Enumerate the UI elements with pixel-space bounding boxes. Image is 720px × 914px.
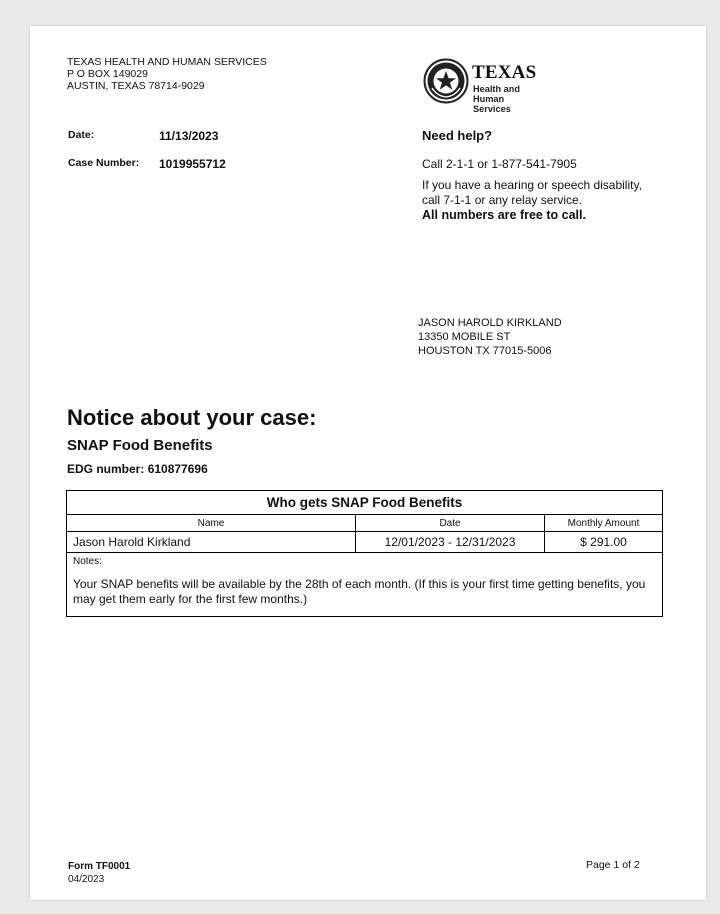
sender-address: [67, 56, 267, 92]
form-id: Form TF0001: [68, 861, 131, 872]
page-number: Page 1 of 2: [586, 859, 640, 871]
logo-subtitle: [473, 84, 553, 114]
recipient-address: [418, 316, 562, 358]
date-value: 11/13/2023: [159, 129, 219, 143]
logo-line: Health and Human: [473, 84, 520, 104]
column-header-name: Name: [67, 515, 356, 532]
help-phone: Call 2-1-1 or 1-877-541-7905: [422, 157, 577, 171]
edg-value: 610877696: [147, 462, 208, 476]
notes-label: Notes:: [73, 556, 102, 567]
logo-line: Services: [473, 104, 511, 114]
notes-text: Your SNAP benefits will be available by the 28th of each month. (If this is your first time getting benefits, you may get them early for the first few months.): [73, 577, 646, 606]
recipient-street: 13350 MOBILE ST: [418, 331, 511, 343]
help-free-note: All numbers are free to call.: [422, 208, 586, 222]
case-number-value: 1019955712: [159, 157, 226, 171]
recipient-name: JASON HAROLD KIRKLAND: [418, 317, 562, 329]
help-disability-line: If you have a hearing or speech disability,: [422, 178, 642, 192]
column-header-date: Date: [356, 515, 545, 532]
document-page: [30, 26, 706, 900]
cell-name: Jason Harold Kirkland: [67, 532, 356, 553]
sender-line: P O BOX 149029: [67, 68, 148, 80]
texas-seal-icon: [423, 58, 469, 104]
help-disability-line: call 7-1-1 or any relay service.: [422, 193, 583, 207]
form-date: 04/2023: [68, 874, 105, 885]
table-row: [67, 532, 663, 553]
logo-title: TEXAS: [472, 62, 537, 83]
benefits-table: [66, 490, 663, 617]
sender-line: AUSTIN, TEXAS 78714-9029: [67, 80, 205, 92]
column-header-amount: Monthly Amount: [545, 515, 663, 532]
case-number-label: Case Number:: [68, 157, 140, 169]
hhs-logo: [423, 58, 553, 114]
help-title: Need help?: [422, 128, 493, 143]
edg-label: EDG number:: [67, 462, 145, 476]
notice-title: Notice about your case:: [67, 405, 317, 430]
help-disability: [422, 178, 662, 208]
edg-number: [67, 462, 208, 476]
cell-date: 12/01/2023 - 12/31/2023: [356, 532, 545, 553]
table-caption: Who gets SNAP Food Benefits: [67, 491, 663, 515]
notice-subtitle: SNAP Food Benefits: [67, 437, 213, 454]
recipient-city: HOUSTON TX 77015-5006: [418, 345, 552, 357]
cell-amount: $ 291.00: [545, 532, 663, 553]
sender-line: TEXAS HEALTH AND HUMAN SERVICES: [67, 56, 267, 68]
notes-cell: [67, 553, 663, 617]
date-label: Date:: [68, 129, 95, 141]
